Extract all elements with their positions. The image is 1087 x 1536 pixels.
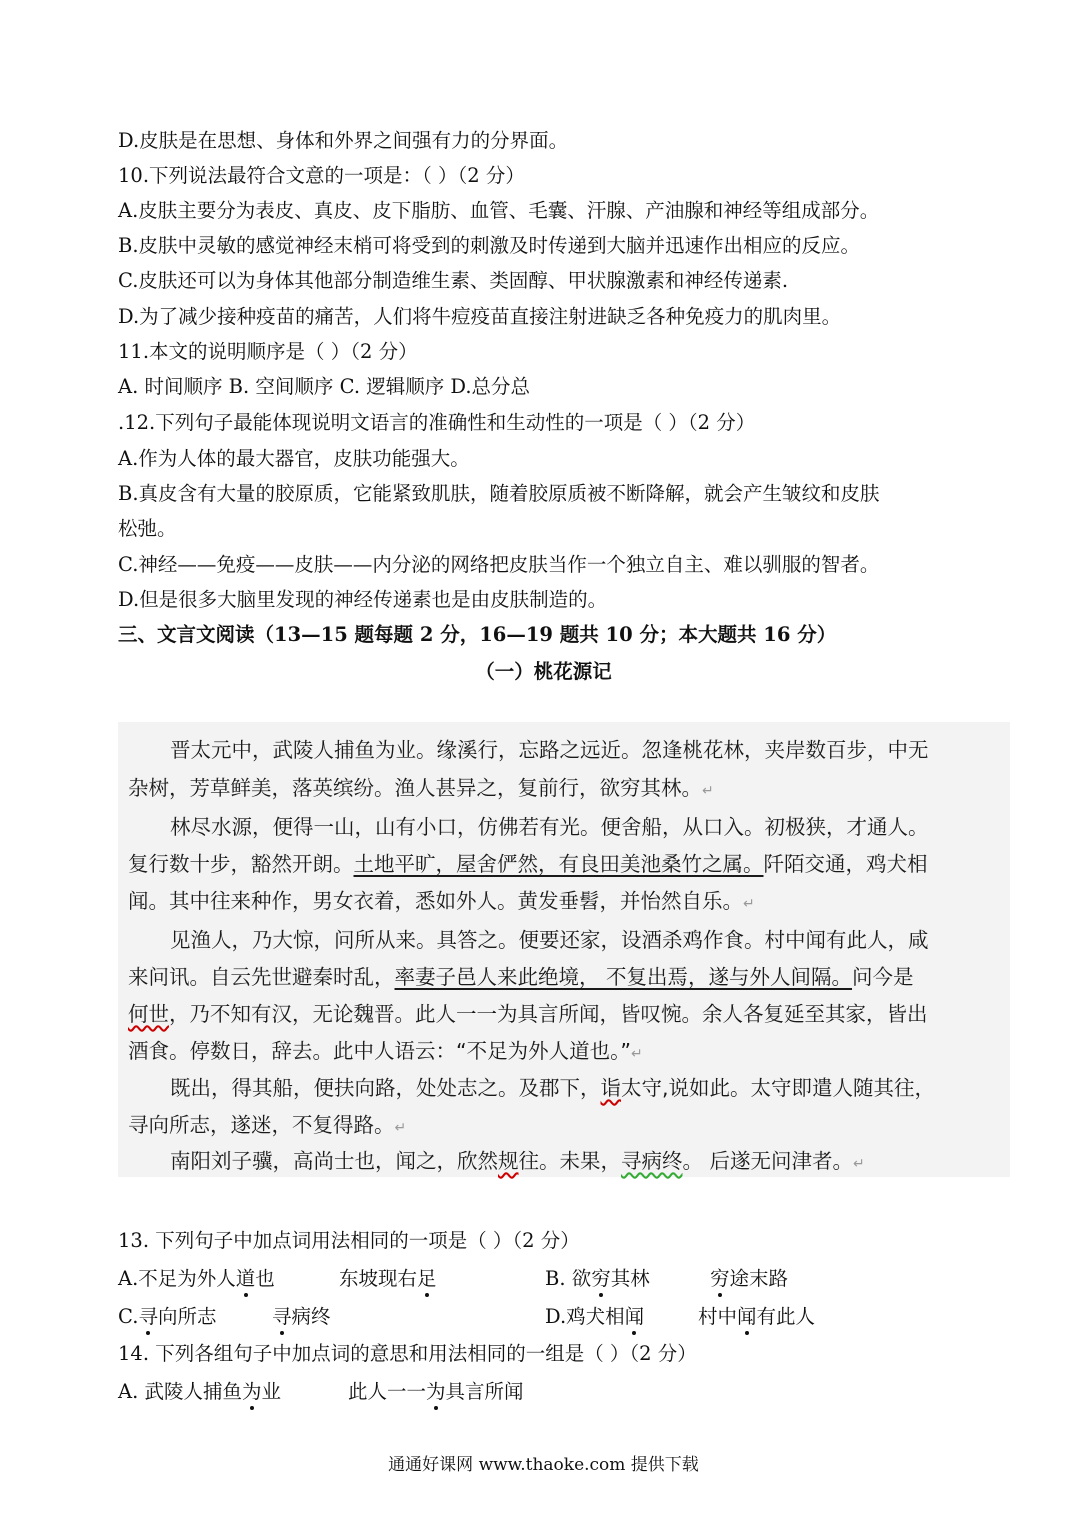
option-text: 业 bbox=[261, 1380, 282, 1403]
passage-text: 复行数十步，豁然开朗。 bbox=[128, 852, 354, 876]
option-12d: D.但是很多大脑里发现的神经传递素也是由皮肤制造的。 bbox=[118, 588, 608, 611]
underlined-text: 土地平旷，屋舍俨然，有良田美池桑竹之属。 bbox=[353, 852, 764, 876]
option-text: 此人一一 bbox=[348, 1380, 427, 1403]
dotted-word: 道 bbox=[235, 1267, 256, 1290]
option-text: 村中 bbox=[698, 1305, 738, 1328]
return-icon: ↵ bbox=[743, 896, 755, 912]
option-12c: C.神经——免疫——皮肤——内分泌的网络把皮肤当作一个独立自主、难以驯服的智者。 bbox=[118, 553, 880, 576]
passage-line bbox=[170, 1147, 865, 1178]
option-10b: B.皮肤中灵敏的感觉神经末梢可将受到的刺激及时传递到大脑并迅速作出相应的反应。 bbox=[118, 234, 861, 257]
passage-text: ，乃不知有汉，无论魏晋。此人一一为具言所闻，皆叹惋。余人各复延至其家，皆出 bbox=[169, 1002, 928, 1026]
question-10: 10.下列说法最符合文意的一项是：（ ）（2 分） bbox=[118, 164, 525, 187]
return-icon: ↵ bbox=[394, 1120, 407, 1136]
option-10c: C.皮肤还可以为身体其他部分制造维生素、类固醇、甲状腺激素和神经传递素. bbox=[118, 269, 789, 292]
dotted-word: 闻 bbox=[624, 1305, 645, 1328]
passage-text: 。 后遂无问津者。 bbox=[682, 1149, 854, 1173]
passage-line bbox=[170, 1074, 935, 1102]
passage-title: （一）桃花源记 bbox=[475, 660, 612, 683]
passage-line: 晋太元中，武陵人捕鱼为业。缘溪行，忘路之远近。忽逢桃花林，夹岸数百步，中无 bbox=[170, 738, 929, 762]
option-text: 具言所闻 bbox=[445, 1380, 524, 1403]
return-icon: ↵ bbox=[853, 1156, 865, 1172]
option-13d bbox=[545, 1304, 644, 1330]
option-text: 向所志 bbox=[157, 1305, 217, 1328]
question-13: 13. 下列句子中加点词用法相同的一项是（ ）（2 分） bbox=[118, 1229, 580, 1252]
option-text: 途末路 bbox=[729, 1267, 789, 1290]
option-text: A. 武陵人捕鱼 bbox=[118, 1380, 242, 1403]
option-text: 有此人 bbox=[756, 1305, 816, 1328]
dotted-word: 足 bbox=[417, 1267, 437, 1290]
option-14a bbox=[118, 1379, 281, 1405]
passage-line bbox=[128, 1111, 406, 1142]
passage-text: 杂树，芳草鲜美，落英缤纷。渔人甚异之，复前行，欲穷其林。 bbox=[128, 776, 702, 800]
spellcheck-text: 何世 bbox=[128, 1002, 169, 1026]
passage-text: 来问讯。自云先世避秦时乱， bbox=[128, 965, 395, 989]
return-icon: ↵ bbox=[702, 783, 714, 799]
dotted-word: 寻 bbox=[138, 1305, 158, 1328]
question-12: .12.下列句子最能体现说明文语言的准确性和生动性的一项是（ ）（2 分） bbox=[118, 411, 756, 434]
option-text: A.不足为外人 bbox=[118, 1267, 236, 1290]
option-text: 东坡现右 bbox=[339, 1267, 418, 1290]
option-13c bbox=[118, 1304, 216, 1330]
option-13a bbox=[118, 1266, 275, 1292]
passage-text: 既出，得其船，便扶向路，处处志之。及郡下， bbox=[170, 1076, 601, 1100]
passage-line bbox=[128, 963, 914, 991]
dotted-word: 为 bbox=[241, 1380, 262, 1403]
passage-line bbox=[128, 850, 928, 878]
question-14: 14. 下列各组句子中加点词的意思和用法相同的一组是（ ）（2 分） bbox=[118, 1342, 697, 1365]
passage-line: 林尽水源，便得一山，山有小口，仿佛若有光。便舍船，从口入。初极狭，才通人。 bbox=[170, 815, 929, 839]
dotted-word: 为 bbox=[426, 1380, 446, 1403]
underlined-text: 率妻子邑人来此绝境， 不复出焉，遂与外人间隔。 bbox=[394, 965, 853, 989]
passage-text: 问今是 bbox=[852, 965, 914, 989]
passage-text: 往。未果， bbox=[518, 1149, 621, 1173]
passage-text: 阡陌交通，鸡犬相 bbox=[763, 852, 928, 876]
passage-line bbox=[128, 774, 714, 805]
return-icon: ↵ bbox=[631, 1046, 643, 1062]
options-11: A. 时间顺序 B. 空间顺序 C. 逻辑顺序 D.总分总 bbox=[118, 375, 531, 398]
passage-text: 南阳刘子骥，高尚士也，闻之，欣然 bbox=[170, 1149, 498, 1173]
passage-line bbox=[128, 887, 755, 918]
dotted-word: 寻 bbox=[272, 1305, 292, 1328]
passage-line bbox=[128, 1000, 928, 1028]
option-13b bbox=[545, 1266, 650, 1292]
option-10a: A.皮肤主要分为表皮、真皮、皮下脂肪、血管、毛囊、汗腺、产油腺和神经等组成部分。 bbox=[118, 199, 880, 222]
option-text: 也 bbox=[255, 1267, 275, 1290]
passage-text: 酒食。停数日，辞去。此中人语云：“不足为外人道也。” bbox=[128, 1039, 631, 1063]
option-text: 病终 bbox=[291, 1305, 331, 1328]
dotted-word: 穷 bbox=[591, 1267, 611, 1290]
option-13b-2 bbox=[710, 1266, 788, 1292]
option-10d: D.为了减少接种疫苗的痛苦，人们将牛痘疫苗直接注射进缺乏各种免疫力的肌肉里。 bbox=[118, 305, 842, 328]
option-13c-2 bbox=[272, 1304, 331, 1330]
option-12b: B.真皮含有大量的胶原质，它能紧致肌肤，随着胶原质被不断降解，就会产生皱纹和皮肤 bbox=[118, 482, 880, 505]
option-12b-cont: 松弛。 bbox=[118, 517, 177, 540]
page-footer: 通通好课网 www.thaoke.com 提供下载 bbox=[388, 1455, 699, 1475]
passage-text: 太守,说如此。太守即遣人随其往， bbox=[621, 1076, 936, 1100]
option-12a: A.作为人体的最大器官，皮肤功能强大。 bbox=[118, 447, 470, 470]
option-13d-2 bbox=[698, 1304, 815, 1330]
option-text: B. 欲 bbox=[545, 1267, 592, 1290]
passage-text: 寻向所志，遂迷，不复得路。 bbox=[128, 1113, 395, 1137]
grammar-text: 寻病终 bbox=[621, 1149, 683, 1173]
option-text: C. bbox=[118, 1305, 139, 1328]
option-9d: D.皮肤是在思想、身体和外界之间强有力的分界面。 bbox=[118, 129, 569, 152]
passage-line bbox=[128, 1037, 643, 1068]
question-11: 11.本文的说明顺序是（ ）（2 分） bbox=[118, 340, 418, 363]
dotted-word: 闻 bbox=[737, 1305, 757, 1328]
dotted-word: 穷 bbox=[710, 1267, 730, 1290]
option-text: D.鸡犬相 bbox=[545, 1305, 625, 1328]
passage-line: 见渔人，乃大惊，问所从来。具答之。便要还家，设酒杀鸡作食。村中闻有此人，咸 bbox=[170, 928, 929, 952]
passage-image bbox=[118, 722, 1010, 1177]
option-text: 其林 bbox=[610, 1267, 650, 1290]
spellcheck-text: 规 bbox=[498, 1149, 519, 1173]
option-13a-2 bbox=[339, 1266, 437, 1292]
option-14a-2 bbox=[348, 1379, 524, 1405]
passage-text: 闻。其中往来种作，男女衣着，悉如外人。黄发垂髫，并怡然自乐。 bbox=[128, 889, 743, 913]
spellcheck-text: 诣 bbox=[600, 1076, 621, 1100]
section-heading: 三、文言文阅读（13—15 题每题 2 分，16—19 题共 10 分；本大题共 16 分） bbox=[118, 623, 837, 646]
